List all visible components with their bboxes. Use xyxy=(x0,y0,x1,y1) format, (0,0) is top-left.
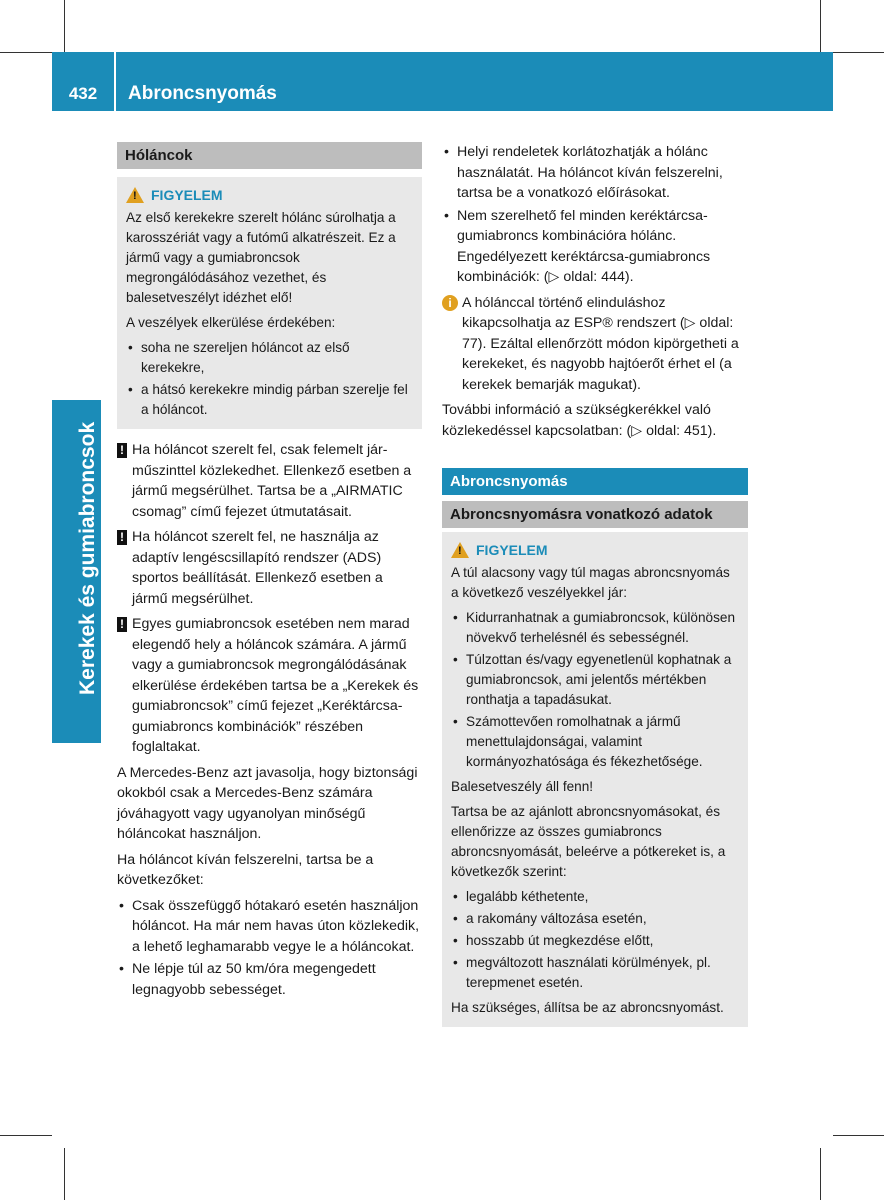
page-title: Abroncsnyomás xyxy=(128,83,277,104)
list-item: • a rakomány változása esetén, xyxy=(451,909,739,929)
warning-text: Tartsa be az ajánlott abroncsnyomásokat, és ellenőrizze az összes gumiabroncs abroncsnyomását, beleérve a pótkereket is, a következők szerint: xyxy=(451,804,726,879)
info-note xyxy=(442,293,748,396)
warning-triangle-icon xyxy=(451,542,469,558)
crop-mark xyxy=(0,1135,52,1136)
list-item: • megváltozott használati körülmények, pl. terepmenet esetén. xyxy=(451,953,739,993)
warning-title xyxy=(126,185,413,205)
page-header xyxy=(52,52,833,111)
warning-title-text: FIGYELEM xyxy=(476,542,548,558)
info-text: A hólánccal történő elinduláshoz kikapcsolhatja az ESP® rendszert (▷ oldal: 77). Ezáltal ellenőrzött módon kipörgetheti a kerekeket, és nagyobb hajtóerőt érhet el (a kerekek bemarják magukat). xyxy=(462,294,739,393)
warning-box xyxy=(117,177,422,429)
body-paragraph: Ha hóláncot kíván felszerelni, tartsa be a következőket: xyxy=(117,851,374,888)
crop-mark xyxy=(64,0,65,52)
crop-mark xyxy=(833,52,884,53)
exclamation-icon: ! xyxy=(117,530,127,545)
section-heading-snow-chains: Hóláncok xyxy=(117,142,422,169)
list-item: • hosszabb út megkezdése előtt, xyxy=(451,931,739,951)
list-item: • Ne lépje túl az 50 km/óra megengedett legnagyobb sebességet. xyxy=(117,959,422,1000)
warning-box xyxy=(442,532,748,1027)
section-heading-tire-pressure: Abroncsnyomás xyxy=(442,468,748,495)
header-divider xyxy=(114,52,116,111)
warning-title xyxy=(451,540,739,560)
warning-triangle-icon xyxy=(126,187,144,203)
info-icon: i xyxy=(442,295,458,311)
body-paragraph: A Mercedes-Benz azt javasolja, hogy biztonsági okokból csak a Mercedes-Benz számára jóváhagyott vagy ugyanolyan minőségű hóláncokat használjon. xyxy=(117,764,418,842)
caution-text: Egyes gumiabroncsok esetében nem marad elegendő hely a hóláncok számára. A jármű vagy a gumiabroncsok megrongálódásának elkerülése érdekében tartsa be a „Kerekek és gumiabroncsok” című fejezet „Keréktárcsa-gumiabroncs kombinációk” részében foglaltakat. xyxy=(132,616,419,755)
chapter-tab xyxy=(52,400,101,743)
bullet-list xyxy=(442,142,748,288)
warning-text: Balesetveszély áll fenn! xyxy=(451,779,594,794)
list-item: • Számottevően romolhatnak a jármű menettulajdonságai, valamint kormányozhatósága és fékezhetősége. xyxy=(451,712,739,772)
warning-text: Az első kerekekre szerelt hólánc súrolhatja a karosszériát vagy a futómű alkatrészeit. Ez a jármű vagy a gumiabroncsok megrongálódásához vezethet, és balesetveszélyt idézhet elő! xyxy=(126,210,396,305)
exclamation-icon: ! xyxy=(117,617,127,632)
exclamation-icon: ! xyxy=(117,443,127,458)
warning-list xyxy=(451,887,739,993)
caution-note xyxy=(117,614,422,758)
subsection-heading-tire-pressure-data: Abroncsnyomásra vonatkozó adatok xyxy=(442,501,748,528)
warning-text: A veszélyek elkerülése érdekében: xyxy=(126,315,336,330)
list-item: • Kidurranhatnak a gumiabroncsok, különösen növekvő terhelésnél és sebességnél. xyxy=(451,608,739,648)
crop-mark xyxy=(820,1148,821,1200)
crop-mark xyxy=(64,1148,65,1200)
chapter-tab-label: Kerekek és gumiabroncsok xyxy=(76,421,99,695)
warning-list xyxy=(126,338,413,420)
list-item: • a hátsó kerekekre mindig párban szerelje fel a hóláncot. xyxy=(126,380,413,420)
warning-list xyxy=(451,608,739,772)
crop-mark xyxy=(833,1135,884,1136)
crop-mark xyxy=(0,52,52,53)
warning-title-text: FIGYELEM xyxy=(151,187,223,203)
caution-text: Ha hóláncot szerelt fel, csak felemelt jár-műszinttel közlekedhet. Ellenkező esetben a jármű megsérülhet. Tartsa be a „AIRMATIC csomag” című fejezet útmutatásait. xyxy=(132,442,412,520)
list-item: • Helyi rendeletek korlátozhatják a hólánc használatát. Ha hóláncot kíván felszerelni, tartsa be a vonatkozó előírásokat. xyxy=(442,142,748,204)
caution-text: Ha hóláncot szerelt fel, ne használja az adaptív lengéscsillapító rendszer (ADS) sportos beállítását. Ellenkező esetben a jármű megsérülhet. xyxy=(132,529,383,607)
page-number: 432 xyxy=(68,84,98,103)
list-item: • legalább kéthetente, xyxy=(451,887,739,907)
right-column xyxy=(442,142,748,1027)
list-item: • soha ne szereljen hóláncot az első kerekekre, xyxy=(126,338,413,378)
list-item: • Túlzottan és/vagy egyenetlenül kophatnak a gumiabroncsok, ami jelentős mértékben ronthatja a tapadásukat. xyxy=(451,650,739,710)
body-paragraph: További információ a szükségkerékkel való közlekedéssel kapcsolatban: (▷ oldal: 451). xyxy=(442,402,717,439)
crop-mark xyxy=(820,0,821,52)
list-item: • Csak összefüggő hótakaró esetén használjon hóláncot. Ha már nem havas úton közlekedik, a lehető leghamarabb vegye le a hóláncokat. xyxy=(117,896,422,958)
warning-text: A túl alacsony vagy túl magas abroncsnyomás a következő veszélyekkel jár: xyxy=(451,565,730,600)
caution-note xyxy=(117,440,422,522)
bullet-list xyxy=(117,896,422,1001)
caution-note xyxy=(117,527,422,609)
warning-text: Ha szükséges, állítsa be az abroncsnyomást. xyxy=(451,1000,724,1015)
left-column xyxy=(117,142,422,1005)
list-item: • Nem szerelhető fel minden keréktárcsa-gumiabroncs kombinációra hólánc. Engedélyezett keréktárcsa-gumiabroncs kombinációk: (▷ oldal: 444). xyxy=(442,206,748,288)
